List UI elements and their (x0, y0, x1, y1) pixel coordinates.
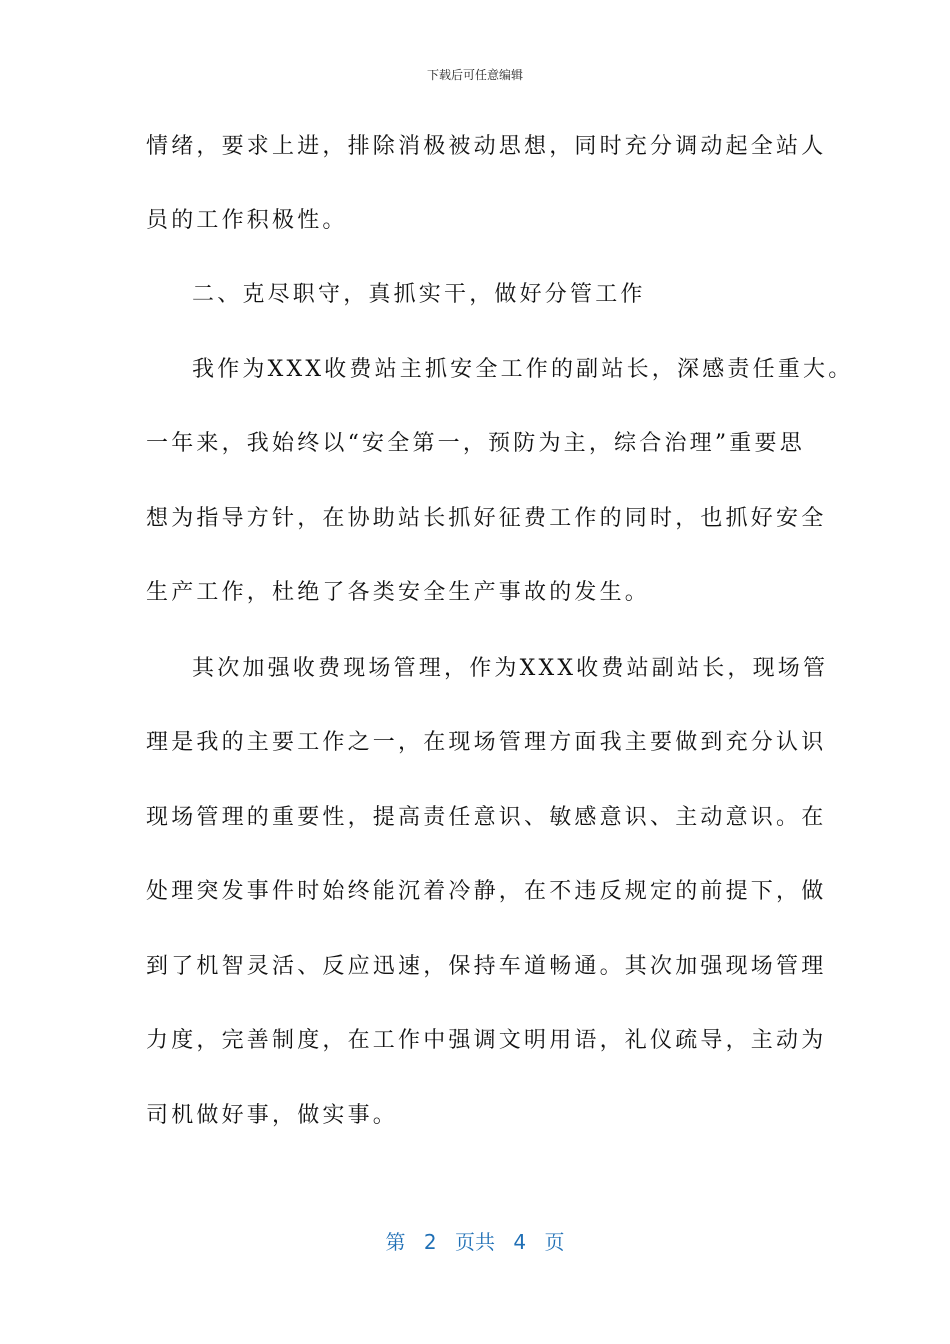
body-line: 现场管理的重要性，提高责任意识、敏感意识、主动意识。在 (146, 805, 827, 830)
section-heading: 二、克尽职守，真抓实干，做好分管工作 (192, 282, 646, 307)
page-total: 4 (513, 1230, 527, 1254)
body-line: 处理突发事件时始终能沉着冷静，在不违反规定的前提下，做 (146, 879, 827, 904)
body-line: 想为指导方针，在协助站长抓好征费工作的同时，也抓好安全 (146, 506, 827, 531)
page-prefix: 第 (385, 1230, 406, 1254)
body-line: 一年来，我始终以“安全第一，预防为主，综合治理”重要思 (146, 431, 805, 456)
body-line: 我作为XXX收费站主抓安全工作的副站长，深感责任重大。 (192, 357, 854, 382)
body-line: 到了机智灵活、反应迅速，保持车道畅通。其次加强现场管理 (146, 954, 827, 979)
page-suffix: 页 (544, 1230, 565, 1254)
body-line: 员的工作积极性。 (146, 208, 348, 233)
body-line: 力度，完善制度，在工作中强调文明用语，礼仪疏导，主动为 (146, 1028, 827, 1053)
body-line: 生产工作，杜绝了各类安全生产事故的发生。 (146, 580, 651, 605)
header-note: 下载后可任意编辑 (426, 68, 523, 82)
body-line: 理是我的主要工作之一，在现场管理方面我主要做到充分认识 (146, 730, 827, 755)
page-mid: 页共 (455, 1230, 495, 1254)
body-line: 其次加强收费现场管理，作为XXX收费站副站长，现场管 (192, 656, 829, 681)
page-current: 2 (423, 1230, 437, 1254)
body-line: 情绪，要求上进，排除消极被动思想，同时充分调动起全站人 (146, 134, 827, 159)
page-number-footer (0, 1226, 950, 1255)
body-line: 司机做好事，做实事。 (146, 1103, 399, 1128)
